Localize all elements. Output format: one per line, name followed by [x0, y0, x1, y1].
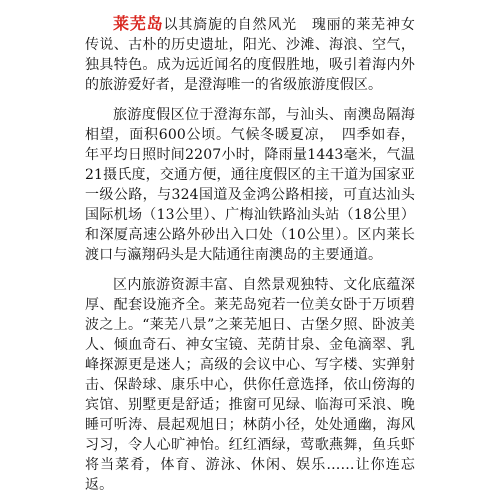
attractions-paragraph: 区内旅游资源丰富、自然景观独特、文化底蕴深厚、配套设施齐全。莱芜岛宛若一位美女卧于万顷碧波之上。“莱芜八景”之莱芜旭日、古堡夕照、卧波美人、倾血奇石、神女宝镜、芜荫甘泉、金龟滴翠、乳峰探源更是迷人；高级的会议中心、写字楼、实弹射击、保龄球、康乐中心，供你任意选择，依山傍海的宾馆、别墅更是舒适；推窗可见绿、临海可采浪、晚睡可听涛、晨起观旭日；林荫小径，处处通幽，海风习习，令人心旷神怡。红红酒绿，莺歌燕舞，鱼兵虾将当菜肴，体育、游泳、休闲、娱乐……让你连忘返。 — [85, 277, 415, 493]
intro-paragraph-text: 以其旖旎的自然风光 瑰丽的莱芜神女传说、古朴的历史遗址，阳光、沙滩、海浪、空气，独具特色。成为远近闻名的度假胜地，吸引着海内外的旅游爱好者，是澄海唯一的省级旅游度假区。 — [85, 17, 415, 93]
intro-paragraph — [85, 14, 415, 95]
location-paragraph: 旅游度假区位于澄海东部，与汕头、南澳岛隔海相望，面积600公顷。气候冬暖夏凉， 四季如春，年平均日照时间2207小时，降雨量1443毫米，气温21摄氏度，交通方便，通往度假区的主干道为国家亚一级公路，与324国道及金鸿公路相接，可直达汕头国际机场（13公里）、广梅汕铁路汕头站（18公里）和深厦高速公路外砂出入口处（10公里）。区内莱长渡口与瀛翔码头是大陆通往南澳岛的主要通道。 — [85, 107, 415, 263]
document-body — [85, 14, 415, 495]
island-name-title: 莱芜岛 — [113, 14, 164, 33]
